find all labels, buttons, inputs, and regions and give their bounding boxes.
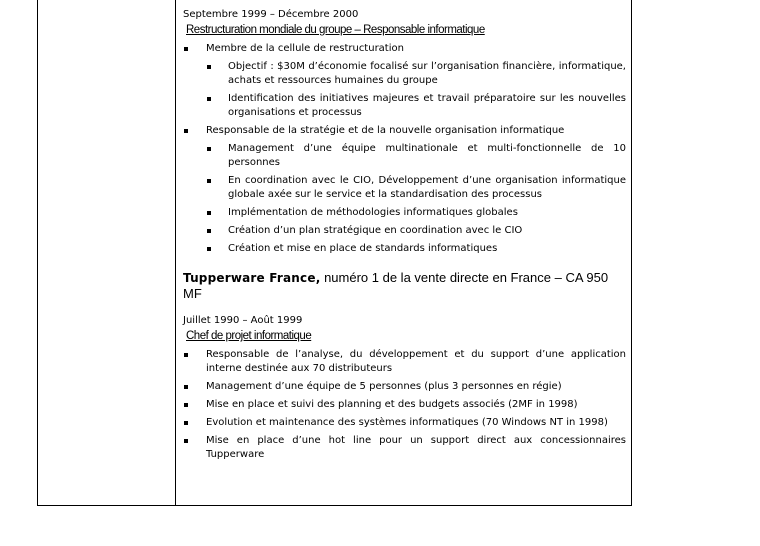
bullet-icon xyxy=(184,403,188,407)
bullet-icon xyxy=(207,147,211,151)
bullet-icon xyxy=(184,385,188,389)
bullet-icon xyxy=(207,65,211,69)
sub-list-item: En coordination avec le CIO, Développement d’une organisation informatique globale axée sur le service et la standardisation des processus xyxy=(183,174,626,202)
bullet-icon xyxy=(207,211,211,215)
list-item: Mise en place et suivi des planning et des budgets associés (2MF in 1998) xyxy=(183,398,626,412)
bullet-icon xyxy=(184,353,188,357)
list-item: Mise en place d’une hot line pour un support direct aux concessionnaires Tupperware xyxy=(183,434,626,462)
bullet-icon xyxy=(184,129,188,133)
sub-list-item: Objectif : $30M d’économie focalisé sur l’organisation financière, informatique, achats et ressources humaines du groupe xyxy=(183,60,626,88)
list-item: Management d’une équipe de 5 personnes (plus 3 personnes en régie) xyxy=(183,380,626,394)
period-date: Septembre 1999 – Décembre 2000 xyxy=(183,9,359,20)
experience-column xyxy=(183,8,626,462)
sub-list-item: Identification des initiatives majeures et travail préparatoire sur les nouvelles organisations et processus xyxy=(183,92,626,120)
bullet-icon xyxy=(207,229,211,233)
sub-list-item: Management d’une équipe multinationale et multi-fonctionnelle de 10 personnes xyxy=(183,142,626,170)
bullet-icon xyxy=(184,439,188,443)
sub-list-item: Implémentation de méthodologies informatiques globales xyxy=(183,206,626,220)
company-name: Tupperware France, xyxy=(183,271,321,285)
job-title: Chef de projet informatique xyxy=(186,330,312,342)
bullet-icon xyxy=(207,97,211,101)
list-item: Responsable de la stratégie et de la nouvelle organisation informatique xyxy=(183,124,626,138)
sub-list-item: Création d’un plan stratégique en coordination avec le CIO xyxy=(183,224,626,238)
job-title: Restructuration mondiale du groupe – Responsable informatique xyxy=(186,24,485,36)
bullet-icon xyxy=(207,247,211,251)
bullet-icon xyxy=(184,47,188,51)
list-item: Evolution et maintenance des systèmes informatiques (70 Windows NT in 1998) xyxy=(183,416,626,430)
company-heading xyxy=(183,270,626,302)
responsibility-list xyxy=(183,42,626,256)
responsibility-list xyxy=(183,348,626,462)
column-divider xyxy=(175,0,176,506)
sub-list-item: Création et mise en place de standards informatiques xyxy=(183,242,626,256)
bullet-icon xyxy=(207,179,211,183)
bullet-icon xyxy=(184,421,188,425)
list-item: Responsable de l’analyse, du développement et du support d’une application interne destinée aux 70 distributeurs xyxy=(183,348,626,376)
period-date: Juillet 1990 – Août 1999 xyxy=(183,315,303,326)
company-description: numéro 1 de la vente directe en France – CA 950 MF xyxy=(183,270,609,301)
list-item: Membre de la cellule de restructuration xyxy=(183,42,626,56)
